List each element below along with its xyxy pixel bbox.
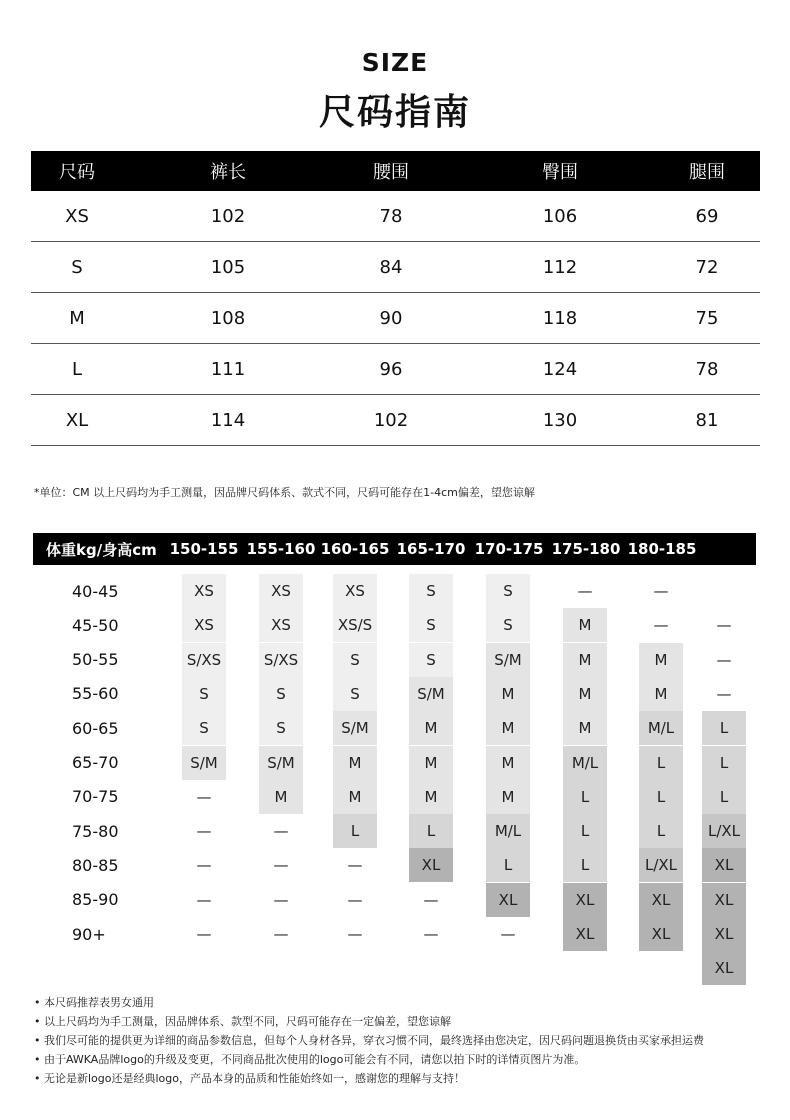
cell-waist: 90 — [379, 307, 403, 329]
recommend-cell: L — [702, 780, 746, 814]
recommend-cell: XS/S — [333, 608, 377, 642]
cell-waist: 78 — [379, 205, 403, 227]
recommend-cell: S — [182, 677, 226, 711]
recommend-cell: — — [196, 856, 212, 875]
recommend-cell: — — [716, 616, 732, 635]
recommend-cell: XL — [563, 883, 607, 917]
cell-thigh: 69 — [695, 205, 719, 227]
header-length: 裤长 — [210, 162, 246, 183]
cell-size: M — [69, 307, 85, 329]
recommend-cell: L — [563, 848, 607, 882]
recommend-cell: L/XL — [639, 848, 683, 882]
cell-length: 111 — [210, 358, 246, 380]
recommend-cell: M — [563, 711, 607, 745]
cell-hip: 106 — [542, 205, 578, 227]
table-row — [31, 395, 760, 446]
cell-waist: 102 — [373, 409, 409, 431]
recommend-cell: — — [716, 650, 732, 669]
cell-size: XL — [65, 409, 89, 431]
weight-label: 85-90 — [72, 890, 119, 910]
header-size: 尺码 — [59, 162, 95, 183]
recommend-cell: L/XL — [702, 814, 746, 848]
recommend-cell: XL — [702, 917, 746, 951]
recommend-cell: M — [409, 746, 453, 780]
note-item: • 我们尽可能的提供更为详细的商品参数信息，但每个人身材各异，穿衣习惯不同，最终选择由您决定，因尺码问题退换货由买家承担运费 — [34, 1034, 704, 1047]
recommend-cell: XS — [182, 608, 226, 642]
recommend-cell: XS — [333, 574, 377, 608]
recommend-cell: M — [486, 780, 530, 814]
recommend-cell: S — [259, 711, 303, 745]
title-en: SIZE — [361, 48, 429, 77]
recommend-cell: S — [409, 574, 453, 608]
recommend-cell: — — [577, 582, 593, 600]
recommend-cell: — — [423, 925, 439, 943]
height-header: 175-180 — [551, 540, 621, 558]
recommend-cell: M — [486, 677, 530, 711]
recommend-cell: L — [333, 814, 377, 848]
recommend-cell: XS — [259, 574, 303, 608]
cell-waist: 96 — [379, 358, 403, 380]
cell-waist: 84 — [379, 256, 403, 278]
recommend-cell: S — [486, 608, 530, 642]
cell-size: S — [71, 256, 83, 278]
note-item: • 由于AWKA品牌logo的升级及变更，不同商品批次使用的logo可能会有不同，请您以拍下时的详情页图片为准。 — [34, 1053, 586, 1066]
recommend-cell: — — [347, 925, 363, 943]
recommend-cell: L — [639, 746, 683, 780]
recommend-header — [33, 533, 756, 565]
recommend-cell: L — [563, 814, 607, 848]
recommend-cell: M — [409, 711, 453, 745]
recommend-cell: XL — [702, 848, 746, 882]
cell-thigh: 75 — [695, 307, 719, 329]
recommend-cell: XL — [409, 848, 453, 882]
unit-note: *单位：CM 以上尺码均为手工测量，因品牌尺码体系、款式不同，尺码可能存在1-4cm偏差，望您谅解 — [34, 486, 535, 499]
recommend-cell: — — [500, 925, 516, 943]
table-row — [31, 344, 760, 395]
recommend-cell: S — [333, 677, 377, 711]
recommend-cell: M — [639, 677, 683, 711]
cell-hip: 112 — [542, 256, 578, 278]
recommend-cell: XL — [702, 883, 746, 917]
height-header: 160-165 — [320, 540, 390, 558]
weight-label: 45-50 — [72, 615, 119, 635]
height-header: 155-160 — [246, 540, 316, 558]
recommend-cell: S/M — [486, 643, 530, 677]
recommend-cell: S/M — [409, 677, 453, 711]
recommend-cell: — — [196, 925, 212, 943]
recommend-cell: XL — [639, 917, 683, 951]
recommend-cell: M — [486, 711, 530, 745]
recommend-cell: — — [423, 890, 439, 909]
recommend-cell: — — [273, 890, 289, 909]
recommend-cell: XS — [259, 608, 303, 642]
recommend-cell: — — [653, 582, 669, 600]
cell-thigh: 78 — [695, 358, 719, 380]
weight-label: 60-65 — [72, 718, 119, 738]
cell-length: 102 — [210, 205, 246, 227]
recommend-cell: M — [333, 746, 377, 780]
recommend-cell: M — [563, 608, 607, 642]
recommend-cell: S/M — [182, 746, 226, 780]
recommend-cell: S — [259, 677, 303, 711]
recommend-cell: S — [486, 574, 530, 608]
recommend-cell: M — [486, 746, 530, 780]
weight-label: 80-85 — [72, 855, 119, 875]
header-thigh: 腿围 — [689, 162, 725, 183]
recommend-cell: S — [409, 608, 453, 642]
cell-hip: 118 — [542, 307, 578, 329]
cell-size: XS — [65, 205, 89, 227]
notes-list — [34, 993, 764, 1088]
recommend-cell: M — [333, 780, 377, 814]
weight-label: 75-80 — [72, 821, 119, 841]
recommend-cell: M — [409, 780, 453, 814]
header-hip: 臀围 — [542, 162, 578, 183]
recommend-cell: S/M — [333, 711, 377, 745]
recommend-cell: XL — [702, 951, 746, 985]
recommend-cell: S — [409, 643, 453, 677]
header-waist: 腰围 — [373, 162, 409, 183]
recommend-cell: S/XS — [259, 643, 303, 677]
height-header: 150-155 — [169, 540, 239, 558]
recommend-cell: — — [196, 787, 212, 806]
recommend-cell: S — [333, 643, 377, 677]
cell-length: 114 — [210, 409, 246, 431]
height-header: 180-185 — [627, 540, 697, 558]
height-header: 170-175 — [474, 540, 544, 558]
weight-label: 70-75 — [72, 787, 119, 807]
recommend-cell: L — [486, 848, 530, 882]
recommend-cell: L — [639, 780, 683, 814]
recommend-cell: M/L — [563, 746, 607, 780]
recommend-cell: S — [182, 711, 226, 745]
cell-hip: 124 — [542, 358, 578, 380]
recommend-cell: — — [273, 856, 289, 875]
height-header: 165-170 — [396, 540, 466, 558]
cell-size: L — [71, 358, 83, 380]
cell-length: 108 — [210, 307, 246, 329]
recommend-cell: XL — [563, 917, 607, 951]
recommend-cell: — — [273, 925, 289, 943]
corner-label: 体重kg/身高cm — [46, 540, 157, 559]
recommend-cell: M — [563, 643, 607, 677]
title-zh: 尺码指南 — [318, 92, 471, 133]
recommend-cell: S/XS — [182, 643, 226, 677]
cell-thigh: 81 — [695, 409, 719, 431]
recommend-cell: — — [273, 822, 289, 841]
recommend-cell: M — [639, 643, 683, 677]
cell-thigh: 72 — [695, 256, 719, 278]
size-table-header — [31, 151, 760, 191]
recommend-cell: M — [563, 677, 607, 711]
note-item: • 本尺码推荐表男女通用 — [34, 996, 154, 1009]
recommend-cell: M — [259, 780, 303, 814]
size-table — [31, 151, 760, 446]
weight-label: 90+ — [72, 924, 106, 944]
recommend-cell: — — [196, 890, 212, 909]
recommend-cell: L — [563, 780, 607, 814]
recommend-cell: — — [347, 856, 363, 875]
recommend-cell: XL — [639, 883, 683, 917]
weight-label: 50-55 — [72, 650, 119, 670]
recommend-cell: — — [347, 890, 363, 909]
cell-hip: 130 — [542, 409, 578, 431]
weight-label: 65-70 — [72, 753, 119, 772]
note-item: • 无论是新logo还是经典logo，产品本身的品质和性能始终如一，感谢您的理解与支持！ — [34, 1072, 465, 1085]
recommend-cell: L — [409, 814, 453, 848]
recommend-cell: — — [653, 616, 669, 635]
table-row — [31, 242, 760, 293]
recommend-cell: XS — [182, 574, 226, 608]
recommend-cell: M/L — [486, 814, 530, 848]
weight-label: 55-60 — [72, 684, 119, 704]
recommend-cell: M/L — [639, 711, 683, 745]
recommend-cell: — — [716, 684, 732, 703]
recommend-cell: L — [702, 711, 746, 745]
table-row — [31, 293, 760, 344]
weight-label: 40-45 — [72, 581, 119, 601]
cell-length: 105 — [210, 256, 246, 278]
recommend-cell: — — [196, 822, 212, 841]
recommend-cell: S/M — [259, 746, 303, 780]
note-item: • 以上尺码均为手工测量，因品牌体系、款型不同，尺码可能存在一定偏差，望您谅解 — [34, 1015, 451, 1028]
recommend-cell: XL — [486, 883, 530, 917]
recommend-cell: L — [639, 814, 683, 848]
table-row — [31, 191, 760, 242]
recommend-cell: L — [702, 746, 746, 780]
